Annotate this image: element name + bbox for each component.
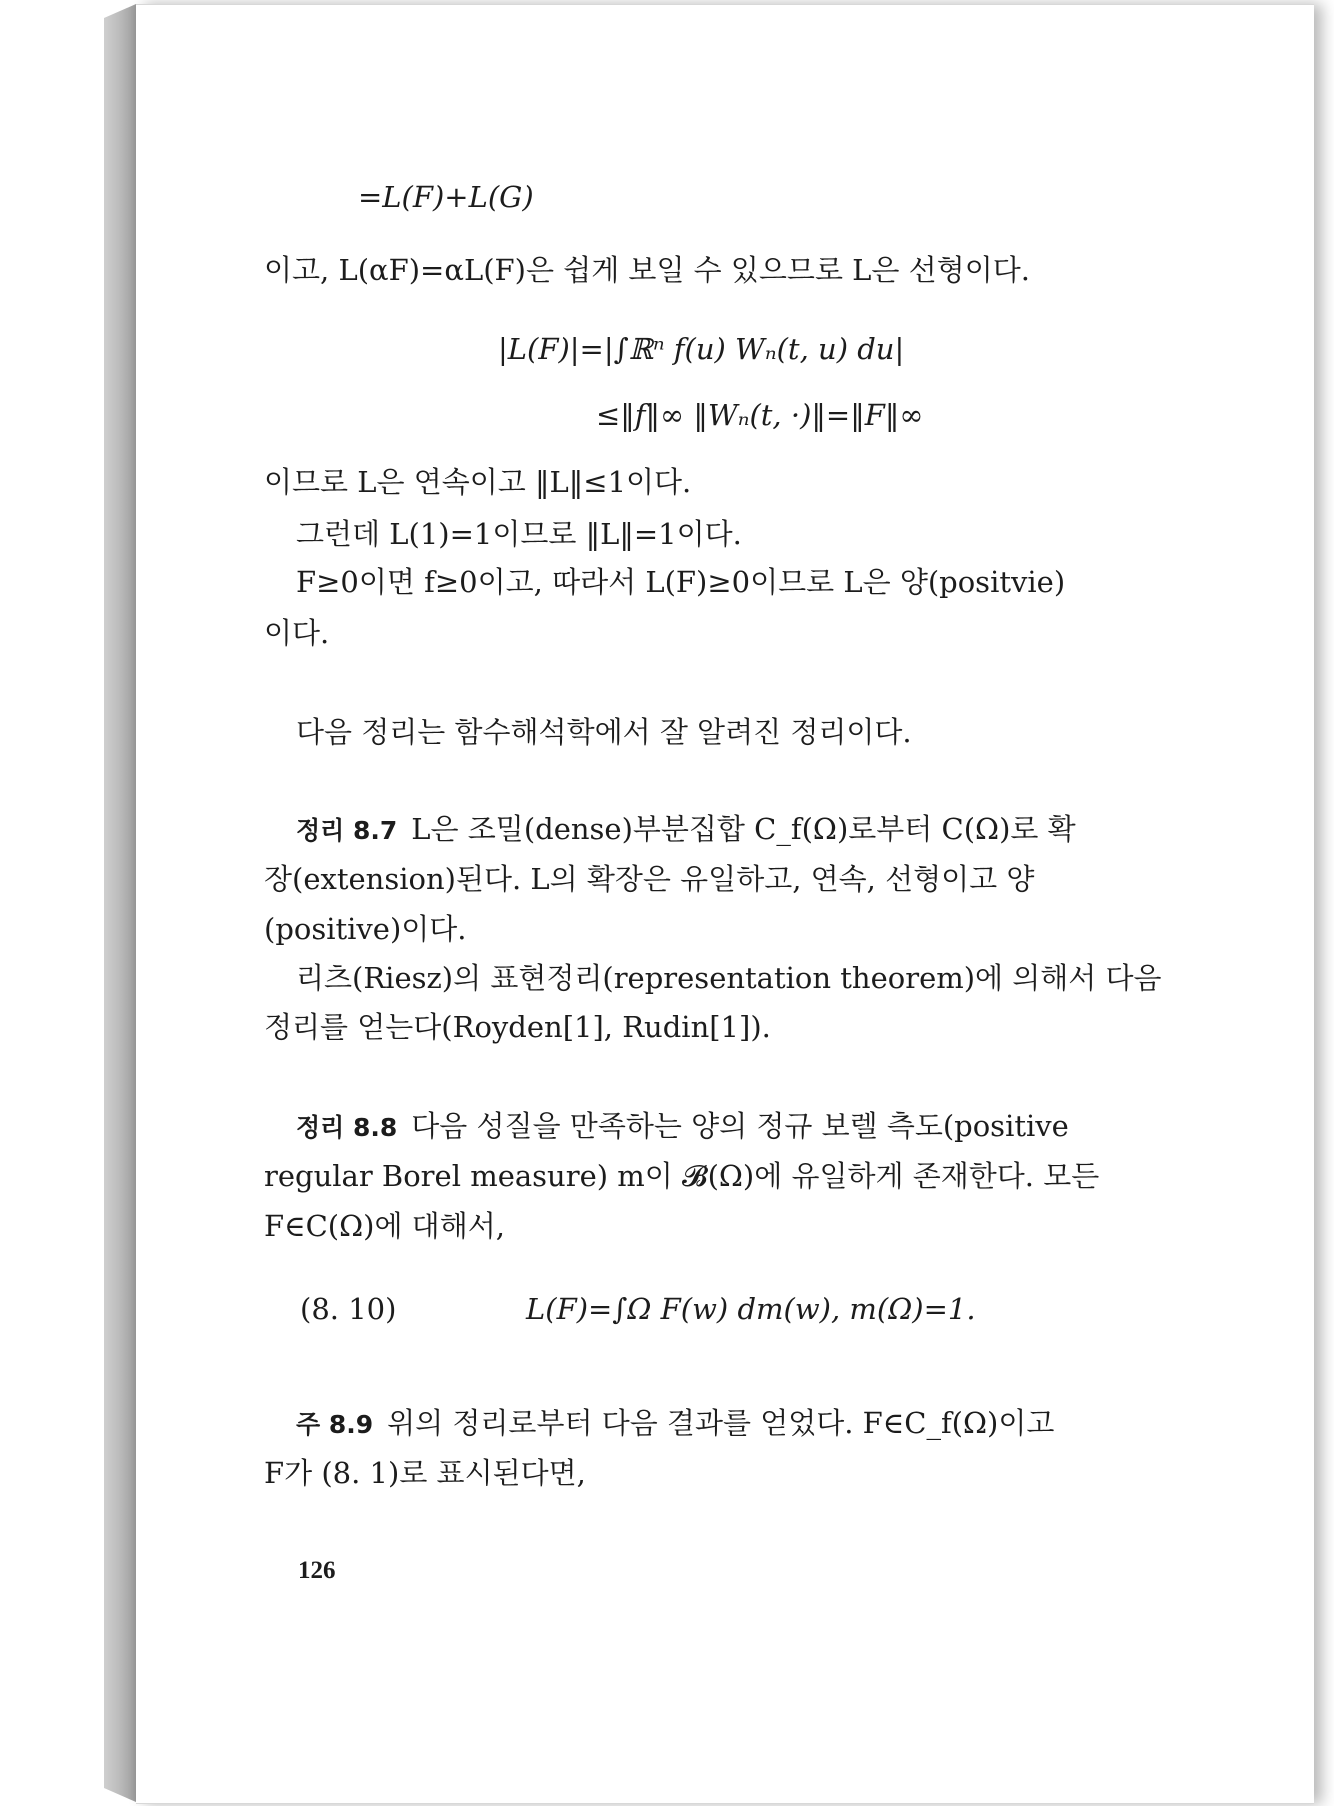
riesz-line-2: 정리를 얻는다(Royden[1], Rudin[1]).: [264, 1010, 771, 1044]
text-line-4: F≥0이면 f≥0이고, 따라서 L(F)≥0이므로 L은 양(positvie): [296, 565, 1066, 599]
riesz-line-1: 리츠(Riesz)의 표현정리(representation theorem)에 의해서 다음: [296, 961, 1162, 995]
theorem-8-8-line-2: regular Borel measure) m이 𝓑(Ω)에 유일하게 존재한다. 모든: [264, 1159, 1100, 1193]
theorem-8-8: [296, 1107, 1069, 1147]
theorem-8-8-label: 정리 8.8: [296, 1113, 398, 1142]
equation-top: =L(F)+L(G): [358, 180, 534, 214]
theorem-8-7: [296, 810, 1076, 850]
remark-8-9: [296, 1404, 1054, 1444]
theorem-8-7-label: 정리 8.7: [296, 816, 398, 845]
theorem-8-8-line-3: F∈C(Ω)에 대해서,: [264, 1209, 505, 1243]
remark-8-9-label: 주 8.9: [296, 1410, 374, 1439]
page-number: 126: [298, 1557, 336, 1584]
text-line-2: 이므로 L은 연속이고 ‖L‖≤1이다.: [264, 465, 692, 499]
equation-8-10: L(F)=∫Ω F(w) dm(w), m(Ω)=1.: [526, 1292, 976, 1326]
text-line-6: 다음 정리는 함수해석학에서 잘 알려진 정리이다.: [296, 715, 912, 749]
equation-abs-bound: |L(F)|=|∫ℝⁿ f(u) Wₙ(t, u) du|: [498, 332, 905, 366]
equation-bound-continued: ≤‖f‖∞ ‖Wₙ(t, ·)‖=‖F‖∞: [596, 398, 924, 432]
text-line-3: 그런데 L(1)=1이므로 ‖L‖=1이다.: [296, 517, 742, 551]
remark-8-9-line-1: 위의 정리로부터 다음 결과를 얻었다. F∈C_f(Ω)이고: [387, 1406, 1055, 1440]
text-line-5: 이다.: [264, 616, 330, 650]
equation-8-10-label: (8. 10): [300, 1292, 397, 1326]
remark-8-9-line-2: F가 (8. 1)로 표시된다면,: [264, 1456, 586, 1490]
text-line-1: 이고, L(αF)=αL(F)은 쉽게 보일 수 있으므로 L은 선형이다.: [264, 253, 1030, 287]
theorem-8-7-line-3: (positive)이다.: [264, 912, 467, 946]
theorem-8-7-line-2: 장(extension)된다. L의 확장은 유일하고, 연속, 선형이고 양: [264, 862, 1035, 896]
theorem-8-8-line-1: 다음 성질을 만족하는 양의 정규 보렐 측도(positive: [411, 1109, 1069, 1143]
theorem-8-7-line-1: L은 조밀(dense)부분집합 C_f(Ω)로부터 C(Ω)로 확: [411, 812, 1076, 846]
